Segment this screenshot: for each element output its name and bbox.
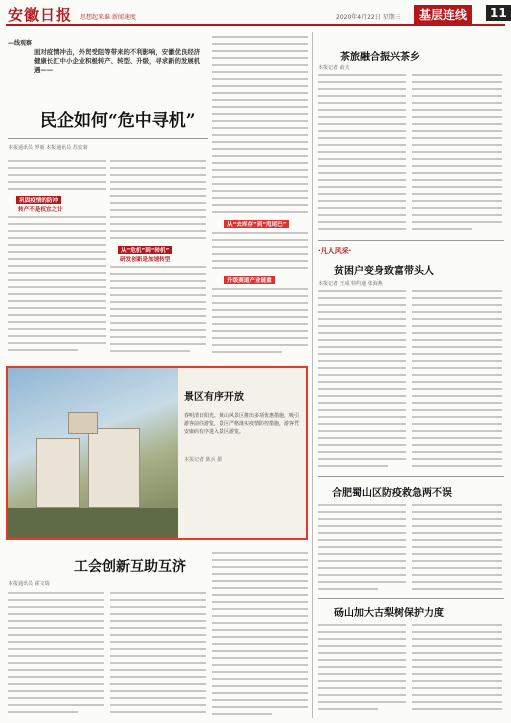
- divider: [318, 240, 504, 241]
- red-band-2: 升级赛道产业链重: [224, 276, 275, 284]
- right-byline-1: 本报记者 俞夫: [318, 65, 350, 71]
- right-headline-3: 合肥蜀山区防疫救急两不误: [332, 488, 452, 499]
- right-headline-2: 贫困户变身致富带头人: [334, 266, 434, 277]
- red-band-1: 从“去库存”到“甩尾巴”: [224, 220, 289, 228]
- right-byline-2: 本报记者 王成 特约通 张海燕: [318, 281, 383, 287]
- building-shape: [88, 428, 140, 508]
- subhead-2: 转产不是权宜之计: [18, 207, 63, 213]
- divider: [8, 138, 208, 139]
- divider: [318, 476, 504, 477]
- deck: 面对疫情冲击，外贸受阻等带来的不利影响，安徽优良经济健康长汇中小企业积极转产、转型、升级，寻求新的发展机遇——: [34, 48, 201, 74]
- subhead-4: 研发创新是加速转型: [120, 257, 171, 263]
- issue-date: 2020年4月22日 星期三: [336, 14, 401, 21]
- masthead-slogan: 思想起来谁 新闻速度: [80, 14, 136, 21]
- right-headline-4: 砀山加大古梨树保护力度: [334, 608, 444, 619]
- column-separator: [312, 32, 313, 718]
- subhead-1: 巩固疫情的防冲: [16, 196, 61, 204]
- bottom-byline: 本报通讯员 霍文瑞: [8, 581, 50, 587]
- main-byline: 本报通讯员 罗新 本报通讯员 苏安菊: [8, 145, 88, 151]
- roof-shape: [68, 412, 98, 434]
- building-shape: [36, 438, 80, 508]
- feature-box: [6, 366, 308, 540]
- feature-title: 景区有序开放: [184, 392, 244, 403]
- kicker: —线观察: [8, 40, 33, 47]
- feature-caption: 春明清日阳光。黄山风景区推出多项优惠措施，吸引游客前往游览，景区严格落实疫情防控措施，游客凭安康码有序进入景区游览。: [184, 413, 300, 435]
- right-headline-1: 茶旅融合振兴茶乡: [340, 52, 420, 63]
- column-label: ·凡人风采·: [318, 247, 352, 255]
- section-title: 基层连线: [414, 5, 472, 24]
- feature-credit: 本报记者 陈兵 摄: [184, 457, 223, 463]
- subhead-3: 从“危机”到“转机”: [118, 246, 172, 254]
- feature-photo: [8, 368, 178, 538]
- ground-shape: [8, 508, 178, 538]
- bottom-headline: 工会创新互助互济: [74, 559, 186, 575]
- newspaper-logo: 安徽日报: [8, 6, 73, 24]
- page-number: 11: [486, 5, 511, 21]
- divider: [318, 598, 504, 599]
- masthead: [6, 4, 505, 26]
- main-headline: 民企如何“危中寻机”: [40, 111, 196, 131]
